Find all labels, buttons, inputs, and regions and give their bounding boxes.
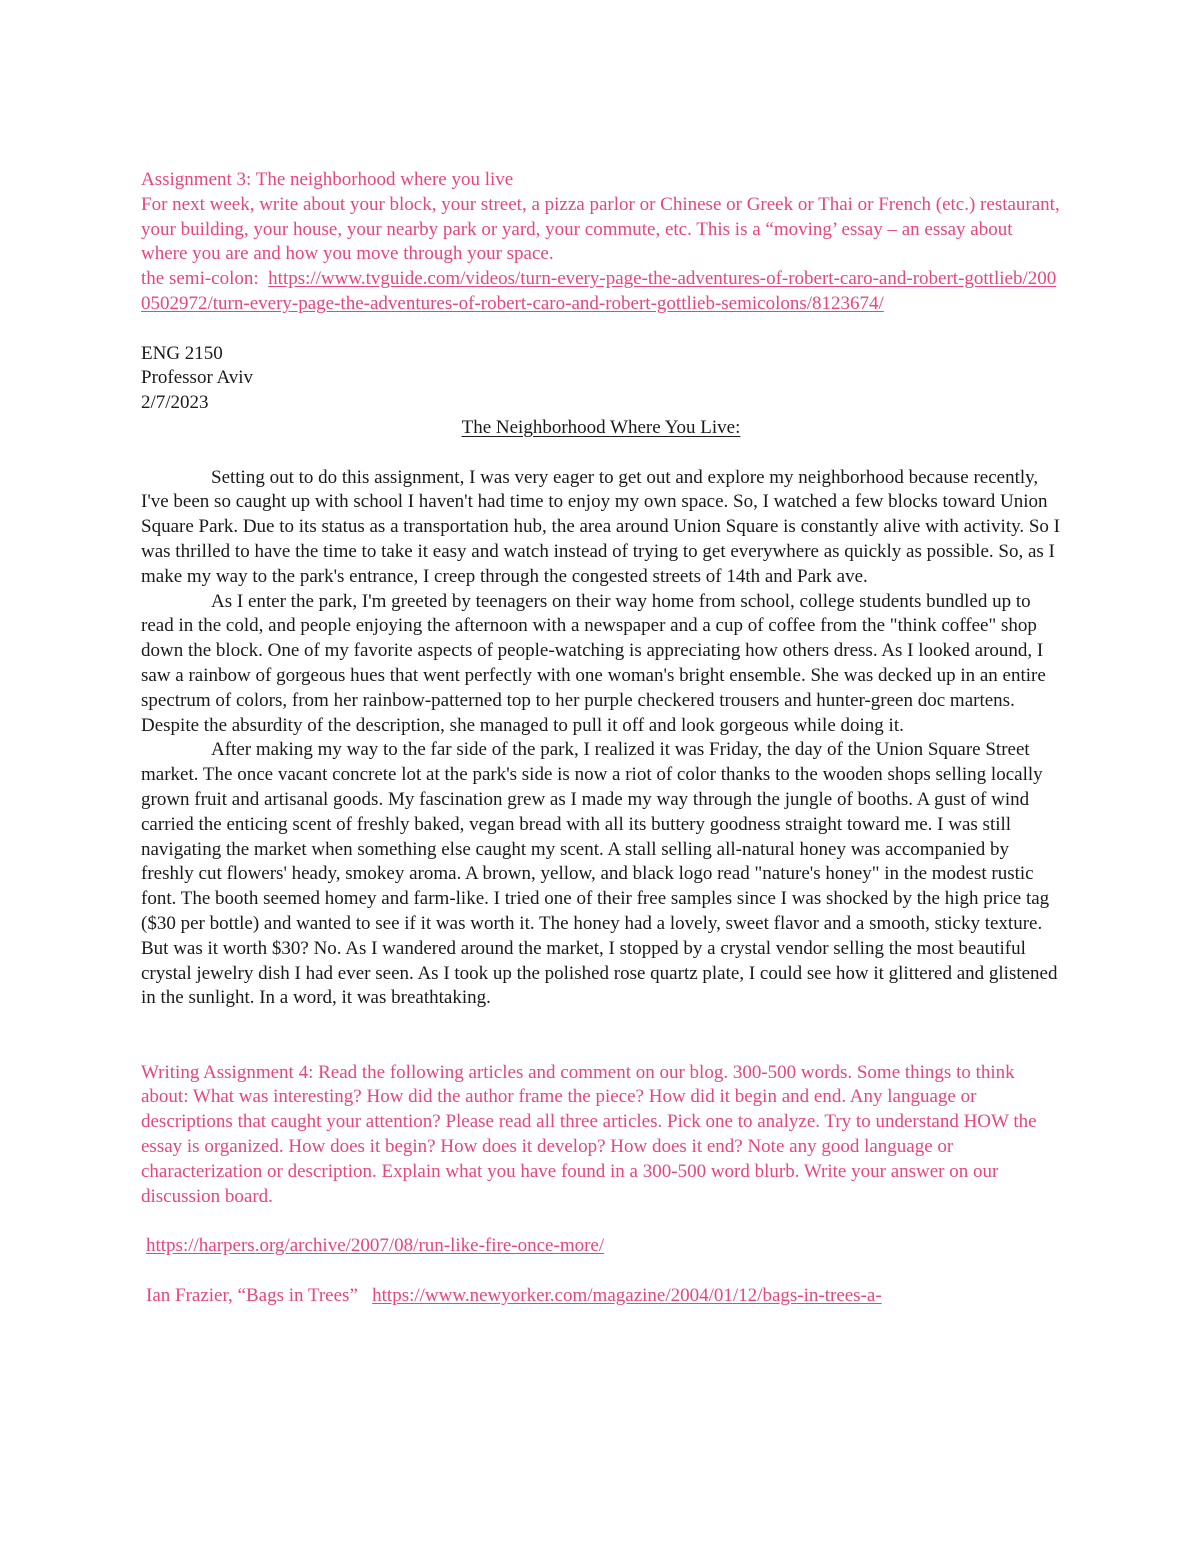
newyorker-article-link[interactable]: https://www.newyorker.com/magazine/2004/01/12/bags-in-trees-a- — [372, 1284, 882, 1306]
assignment3-prompt: For next week, write about your block, your street, a pizza parlor or Chinese or Greek or Thai or French (etc.) restaurant, your building, your house, your nearby park or yard, your commute, etc. This is a “moving’ essay – an essay about where you are and how you move through your space. — [141, 193, 1060, 265]
essay-date: 2/7/2023 — [141, 392, 209, 414]
course-name: ENG 2150 — [141, 342, 223, 364]
essay-paragraph: Setting out to do this assignment, I was very eager to get out and explore my neighborhood because recently, I've been so caught up with school I haven't had time to enjoy my own space. So, I watched a few blocks toward Union Square Park. Due to its status as a transportation hub, the area around Union Square is constantly alive with activity. So I was thrilled to have the time to take it easy and watch instead of trying to get everywhere as quickly as possible. So, as I make my way to the park's entrance, I creep through the congested streets of 14th and Park ave. — [141, 466, 1061, 587]
semicolon-line — [141, 267, 1061, 317]
professor-name: Professor Aviv — [141, 367, 254, 389]
assignment4-prompt: Writing Assignment 4: Read the following articles and comment on our blog. 300-500 words. Some things to think about: What was interesting? How did the author frame the piece? How did it begin and end. Any language or descriptions that caught your attention? Please read all three articles. Pick one to analyze. Try to understand HOW the essay is organized. How does it begin? How does it develop? How does it end? Note any good language or characterization or description. Explain what you have found in a 300-500 word blurb. Write your answer on our discussion board. — [141, 1061, 1037, 1207]
essay-title: The Neighborhood Where You Live: — [461, 416, 741, 438]
harpers-article-link[interactable]: https://harpers.org/archive/2007/08/run-like-fire-once-more/ — [146, 1235, 605, 1257]
assignment3-heading: Assignment 3: The neighborhood where you live — [141, 169, 514, 190]
document-page — [141, 168, 1061, 1309]
essay-paragraph: As I enter the park, I'm greeted by teenagers on their way home from school, college students bundled up to read in the cold, and people enjoying the afternoon with a newspaper and a cup of coffee from the "think coffee" shop down the block. One of my favorite aspects of people-watching is appreciating how others dress. As I looked around, I saw a rainbow of gorgeous hues that went perfectly with one woman's bright ensemble. She was decked up in an entire spectrum of colors, from her rainbow-patterned top to her purple checkered trousers and hunter-green doc martens. Despite the absurdity of the description, she managed to pull it off and look gorgeous while doing it. — [141, 590, 1046, 736]
newyorker-link-line — [141, 1284, 1061, 1309]
bags-in-trees-label: Ian Frazier, “Bags in Trees” — [146, 1284, 358, 1306]
essay-paragraph: After making my way to the far side of the park, I realized it was Friday, the day of the Union Square Street market. The once vacant concrete lot at the park's side is now a riot of color thanks to the wooden shops selling locally grown fruit and artisanal goods. My fascination grew as I made my way through the jungle of booths. A gust of wind carried the enticing scent of freshly baked, vegan bread with all its buttery goodness straight toward me. I was still navigating the market when something else caught my scent. A stall selling all-natural honey was accompanied by freshly cut flowers' heady, smokey aroma. A brown, yellow, and black logo read "nature's honey" in the modest rustic font. The booth seemed homey and farm-like. I tried one of their free samples since I was shocked by the high price tag ($30 per bottle) and wanted to see if it was worth it. The honey had a lovely, sweet flavor and a smooth, sticky texture. But was it worth $30? No. As I wandered around the market, I stopped by a crystal vendor selling the most beautiful crystal jewelry dish I had ever seen. As I took up the polished rose quartz plate, I could see how it glittered and glistened in the sunlight. In a word, it was breathtaking. — [141, 739, 1058, 1009]
harpers-link-line — [141, 1234, 1061, 1259]
semicolon-label: the semi-colon: — [141, 268, 259, 290]
semicolon-video-link[interactable]: https://www.tvguide.com/videos/turn-every-page-the-adventures-of-robert-caro-and-robert-gottlieb/2000502972/turn-every-page-the-adventures-of-robert-caro-and-robert-gottlieb-semicolons/8123674/ — [141, 268, 1057, 314]
